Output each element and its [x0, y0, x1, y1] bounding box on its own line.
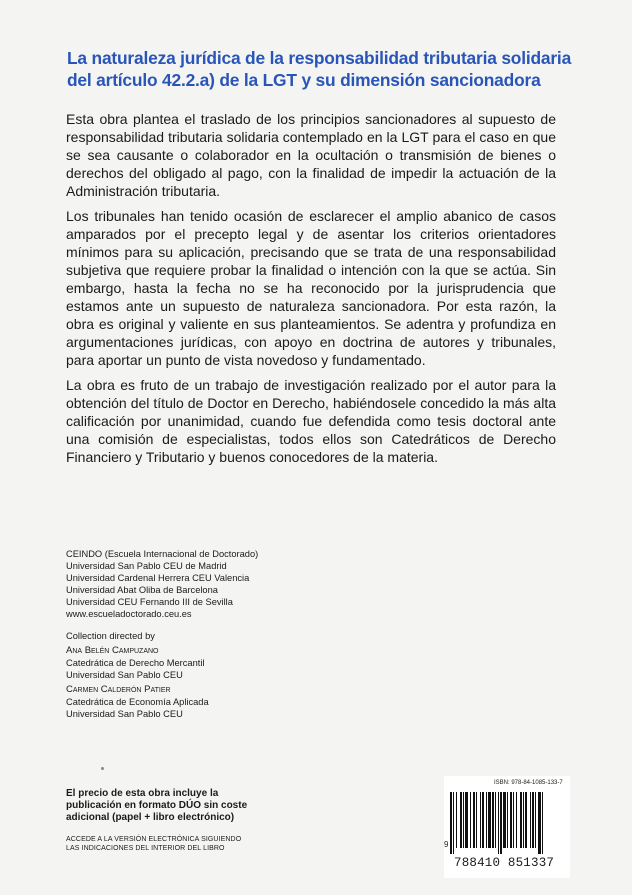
synopsis-paragraph-2: Los tribunales han tenido ocasión de esclarecer el amplio abanico de casos amparados por el precepto legal y de asentar los criterios orientadores mínimos para su aplicación, precisando que se trata de una responsabilidad subjetiva que requiere probar la finalidad o intención con la que se actúa. Sin embargo, hasta la fecha no se ha reconocido por la jurisprudencia que estamos ante un supuesto de naturaleza sancionadora. Por esta razón, la obra es original y valiente en sus planteamientos. Se adentra y profundiza en argumentaciones jurídicas, con apoyo en doctrina de autores y tribunales, para aportar un punto de vista novedoso y fundamentado.: [66, 208, 556, 368]
director-2: [66, 684, 366, 720]
director-role: Catedrática de Economía Aplicada: [66, 697, 209, 707]
institution-line: Universidad CEU Fernando III de Sevilla: [66, 597, 233, 607]
institution-website: www.escueladoctorado.ceu.es: [66, 609, 192, 619]
institution-line: Universidad Abat Oliba de Barcelona: [66, 585, 218, 595]
access-note-line: ACCEDE A LA VERSIÓN ELECTRÓNICA SIGUIENDO: [66, 836, 242, 843]
institution-line: Universidad San Pablo CEU de Madrid: [66, 561, 227, 571]
director-1: [66, 645, 366, 681]
institution-block: [66, 548, 366, 620]
print-speck: [101, 767, 104, 770]
isbn-label: ISBN: 978-84-1085-133-7: [494, 780, 563, 786]
price-note-line: adicional (papel + libro electrónico): [66, 812, 235, 823]
collection-block: [66, 630, 366, 723]
barcode-bars-icon: [448, 792, 566, 854]
isbn-barcode: [444, 776, 570, 878]
book-title: La naturaleza jurídica de la responsabilidad tributaria solidaria del artículo 42.2.a) de la LGT y su dimensión sancionadora: [67, 48, 572, 90]
price-note: [66, 788, 266, 824]
synopsis: [66, 110, 556, 473]
director-name: Carmen Calderón Patier: [66, 684, 171, 695]
director-role: Catedrática de Derecho Mercantil: [66, 658, 205, 668]
access-note-line: LAS INDICACIONES DEL INTERIOR DEL LIBRO: [66, 845, 225, 852]
director-affiliation: Universidad San Pablo CEU: [66, 709, 183, 719]
institution-line: Universidad Cardenal Herrera CEU Valencia: [66, 573, 250, 583]
institution-line: CEINDO (Escuela Internacional de Doctorado): [66, 549, 259, 559]
synopsis-paragraph-1: Esta obra plantea el traslado de los principios sancionadores al supuesto de responsabilidad tributaria solidaria contemplado en la LGT para el caso en que se sea causante o colaborador en la ocultación o transmisión de bienes o derechos del obligado al pago, con la finalidad de impedir la actuación de la Administración tributaria.: [66, 111, 556, 199]
collection-label: Collection directed by: [66, 631, 155, 641]
director-affiliation: Universidad San Pablo CEU: [66, 670, 183, 680]
access-note: [66, 835, 286, 853]
price-note-line: publicación en formato DÚO sin coste: [66, 800, 248, 811]
price-note-line: El precio de esta obra incluye la: [66, 788, 219, 799]
synopsis-paragraph-3: La obra es fruto de un trabajo de investigación realizado por el autor para la obtención del título de Doctor en Derecho, habiéndosele concedido la más alta calificación por unanimidad, cuando fue defendida como tesis doctoral ante una comisión de especialistas, todos ellos son Catedráticos de Derecho Financiero y Tributario y buenos conocedores de la materia.: [66, 377, 556, 465]
barcode-digits: 788410 851337: [454, 856, 555, 870]
director-name: Ana Belén Campuzano: [66, 645, 159, 656]
barcode-first-digit: 9: [444, 840, 449, 849]
